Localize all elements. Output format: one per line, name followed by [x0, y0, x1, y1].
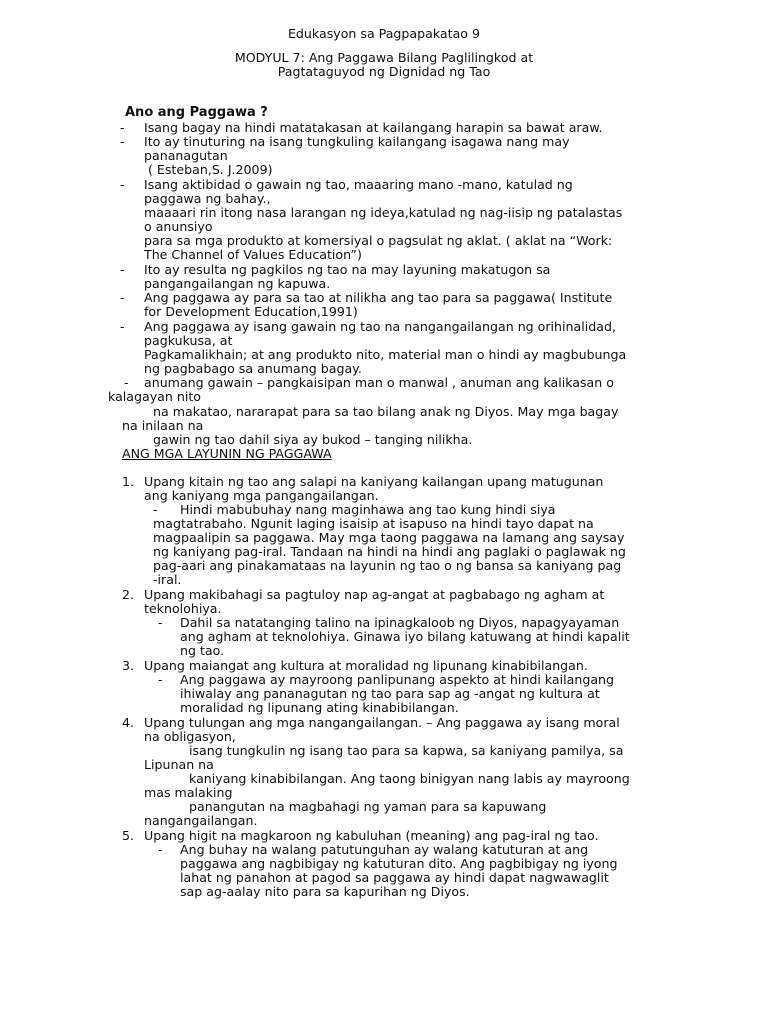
text-line: Upang kitain ng tao ang salapi na kaniyang kailangan upang matugunan: [144, 474, 604, 489]
text-line: Isang aktibidad o gawain ng tao, maaaring mano -mano, katulad ng: [144, 177, 573, 192]
list-number: 2.: [122, 587, 135, 602]
text-line: sap ag-aalay nito para sa kapurihan ng Diyos.: [180, 884, 470, 899]
text-line: Upang maiangat ang kultura at moralidad ng lipunang kinabibilangan.: [144, 658, 588, 673]
text-line: The Channel of Values Education”): [144, 247, 362, 262]
module-title-line-1: MODYUL 7: Ang Paggawa Bilang Paglilingkod at: [234, 50, 534, 65]
text-line: Ang paggawa ay mayroong panlipunang aspekto at hindi kailangang: [180, 672, 615, 687]
text-line: na makatao, nararapat para sa tao bilang anak ng Diyos. May mga bagay: [153, 404, 619, 419]
text-line: ang kaniyang mga pangangailangan.: [144, 488, 379, 503]
bullet-dash: -: [120, 177, 125, 192]
text-line: ang agham at teknolohiya. Ginawa iyo bilang katuwang at hindi kapalit: [180, 629, 630, 644]
text-line: paggawa ng bahay.,: [144, 191, 271, 206]
list-number: 4.: [122, 715, 135, 730]
text-line: Ito ay resulta ng pagkilos ng tao na may layuning makatugon sa: [144, 262, 551, 277]
text-line: panangutan na magbahagi ng yaman para sa kapuwang: [189, 799, 547, 814]
text-line: Ang buhay na walang patutunguhan ay walang katuturan at ang: [180, 842, 589, 857]
module-title-line-2: Pagtataguyod ng Dignidad ng Tao: [277, 64, 491, 79]
bullet-dash: -: [153, 502, 158, 517]
text-line: isang tungkulin ng isang tao para sa kapwa, sa kaniyang pamilya, sa: [189, 743, 624, 758]
text-line: paggawa ang nagbibigay ng katuturan dito. Ang pagbibigay ng iyong: [180, 856, 618, 871]
text-line: na inilaan na: [122, 418, 204, 433]
text-line: Dahil sa natatanging talino na ipinagkaloob ng Diyos, napagyayaman: [180, 615, 620, 630]
section-heading-layunin: ANG MGA LAYUNIN NG PAGGAWA: [122, 446, 332, 461]
text-line: pag-aari ang pinakamataas na layunin ng tao o ng bansa sa kaniyang pag: [153, 558, 622, 573]
text-line: Pagkamalikhain; at ang produkto nito, material man o hindi ay magbubunga: [144, 347, 627, 362]
text-line: pananagutan: [144, 148, 228, 163]
bullet-dash: -: [120, 134, 125, 149]
bullet-dash: -: [120, 262, 125, 277]
text-line: -iral.: [153, 572, 182, 587]
text-line: kalagayan nito: [108, 389, 201, 404]
text-line: moralidad ng lipunang ating kinabibilangan.: [180, 700, 459, 715]
text-line: ng kaniyang pag-iral. Tandaan na hindi na hindi ang paglaki o paglawak ng: [153, 544, 626, 559]
text-line: ng pagbabago sa anumang bagay.: [144, 361, 362, 376]
bullet-dash: -: [158, 672, 163, 687]
text-line: maaaari rin itong nasa larangan ng ideya,katulad ng nag-iisip ng patalastas: [144, 205, 623, 220]
bullet-dash: -: [120, 319, 125, 334]
text-line: Isang bagay na hindi matatakasan at kailangang harapin sa bawat araw.: [144, 120, 603, 135]
bullet-dash: -: [124, 375, 129, 390]
text-line: nangangailangan.: [144, 813, 258, 828]
text-line: para sa mga produkto at komersiyal o pagsulat ng aklat. ( aklat na “Work:: [144, 233, 613, 248]
text-line: teknolohiya.: [144, 601, 222, 616]
text-line: Ang paggawa ay para sa tao at nilikha ang tao para sa paggawa( Institute: [144, 290, 613, 305]
bullet-dash: -: [120, 120, 125, 135]
bullet-dash: -: [158, 842, 163, 857]
text-line: magpaalipin sa paggawa. May mga taong paggawa na lamang ang saysay: [153, 530, 625, 545]
text-line: Ang paggawa ay isang gawain ng tao na nangangailangan ng orihinalidad,: [144, 319, 616, 334]
section-heading-ano-ang-paggawa: Ano ang Paggawa ?: [125, 105, 268, 120]
text-line: Upang higit na magkaroon ng kabuluhan (meaning) ang pag-iral ng tao.: [144, 828, 599, 843]
text-line: Hindi mabubuhay nang maginhawa ang tao kung hindi siya: [180, 502, 556, 517]
bullet-dash: -: [158, 615, 163, 630]
text-line: ihiwalay ang pananagutan ng tao para sap ag -angat ng kultura at: [180, 686, 600, 701]
text-line: magtatrabaho. Ngunit laging isaisip at isapuso na hindi tayo dapat na: [153, 516, 594, 531]
text-line: o anunsiyo: [144, 219, 213, 234]
text-line: ng tao.: [180, 643, 225, 658]
text-line: kaniyang kinabibilangan. Ang taong binigyan nang labis ay mayroong: [189, 771, 630, 786]
text-line: for Development Education,1991): [144, 304, 358, 319]
list-number: 1.: [122, 474, 135, 489]
text-line: Lipunan na: [144, 757, 214, 772]
bullet-dash: -: [120, 290, 125, 305]
list-number: 5.: [122, 828, 135, 843]
text-line: Upang tulungan ang mga nangangailangan. – Ang paggawa ay isang moral: [144, 715, 620, 730]
text-line: anumang gawain – pangkaisipan man o manwal , anuman ang kalikasan o: [144, 375, 614, 390]
text-line: pagkukusa, at: [144, 333, 233, 348]
text-line: gawin ng tao dahil siya ay bukod – tanging nilikha.: [153, 432, 473, 447]
text-line: na obligasyon,: [144, 729, 236, 744]
text-line: mas malaking: [144, 785, 233, 800]
list-number: 3.: [122, 658, 135, 673]
citation-line: ( Esteban,S. J.2009): [148, 162, 273, 177]
document-title: Edukasyon sa Pagpapakatao 9: [287, 26, 481, 41]
text-line: pangangailangan ng kapuwa.: [144, 276, 331, 291]
text-line: lahat ng panahon at pagod sa paggawa ay hindi dapat nagwawaglit: [180, 870, 609, 885]
text-line: Upang makibahagi sa pagtuloy nap ag-angat at pagbabago ng agham at: [144, 587, 605, 602]
text-line: Ito ay tinuturing na isang tungkuling kailangang isagawa nang may: [144, 134, 570, 149]
